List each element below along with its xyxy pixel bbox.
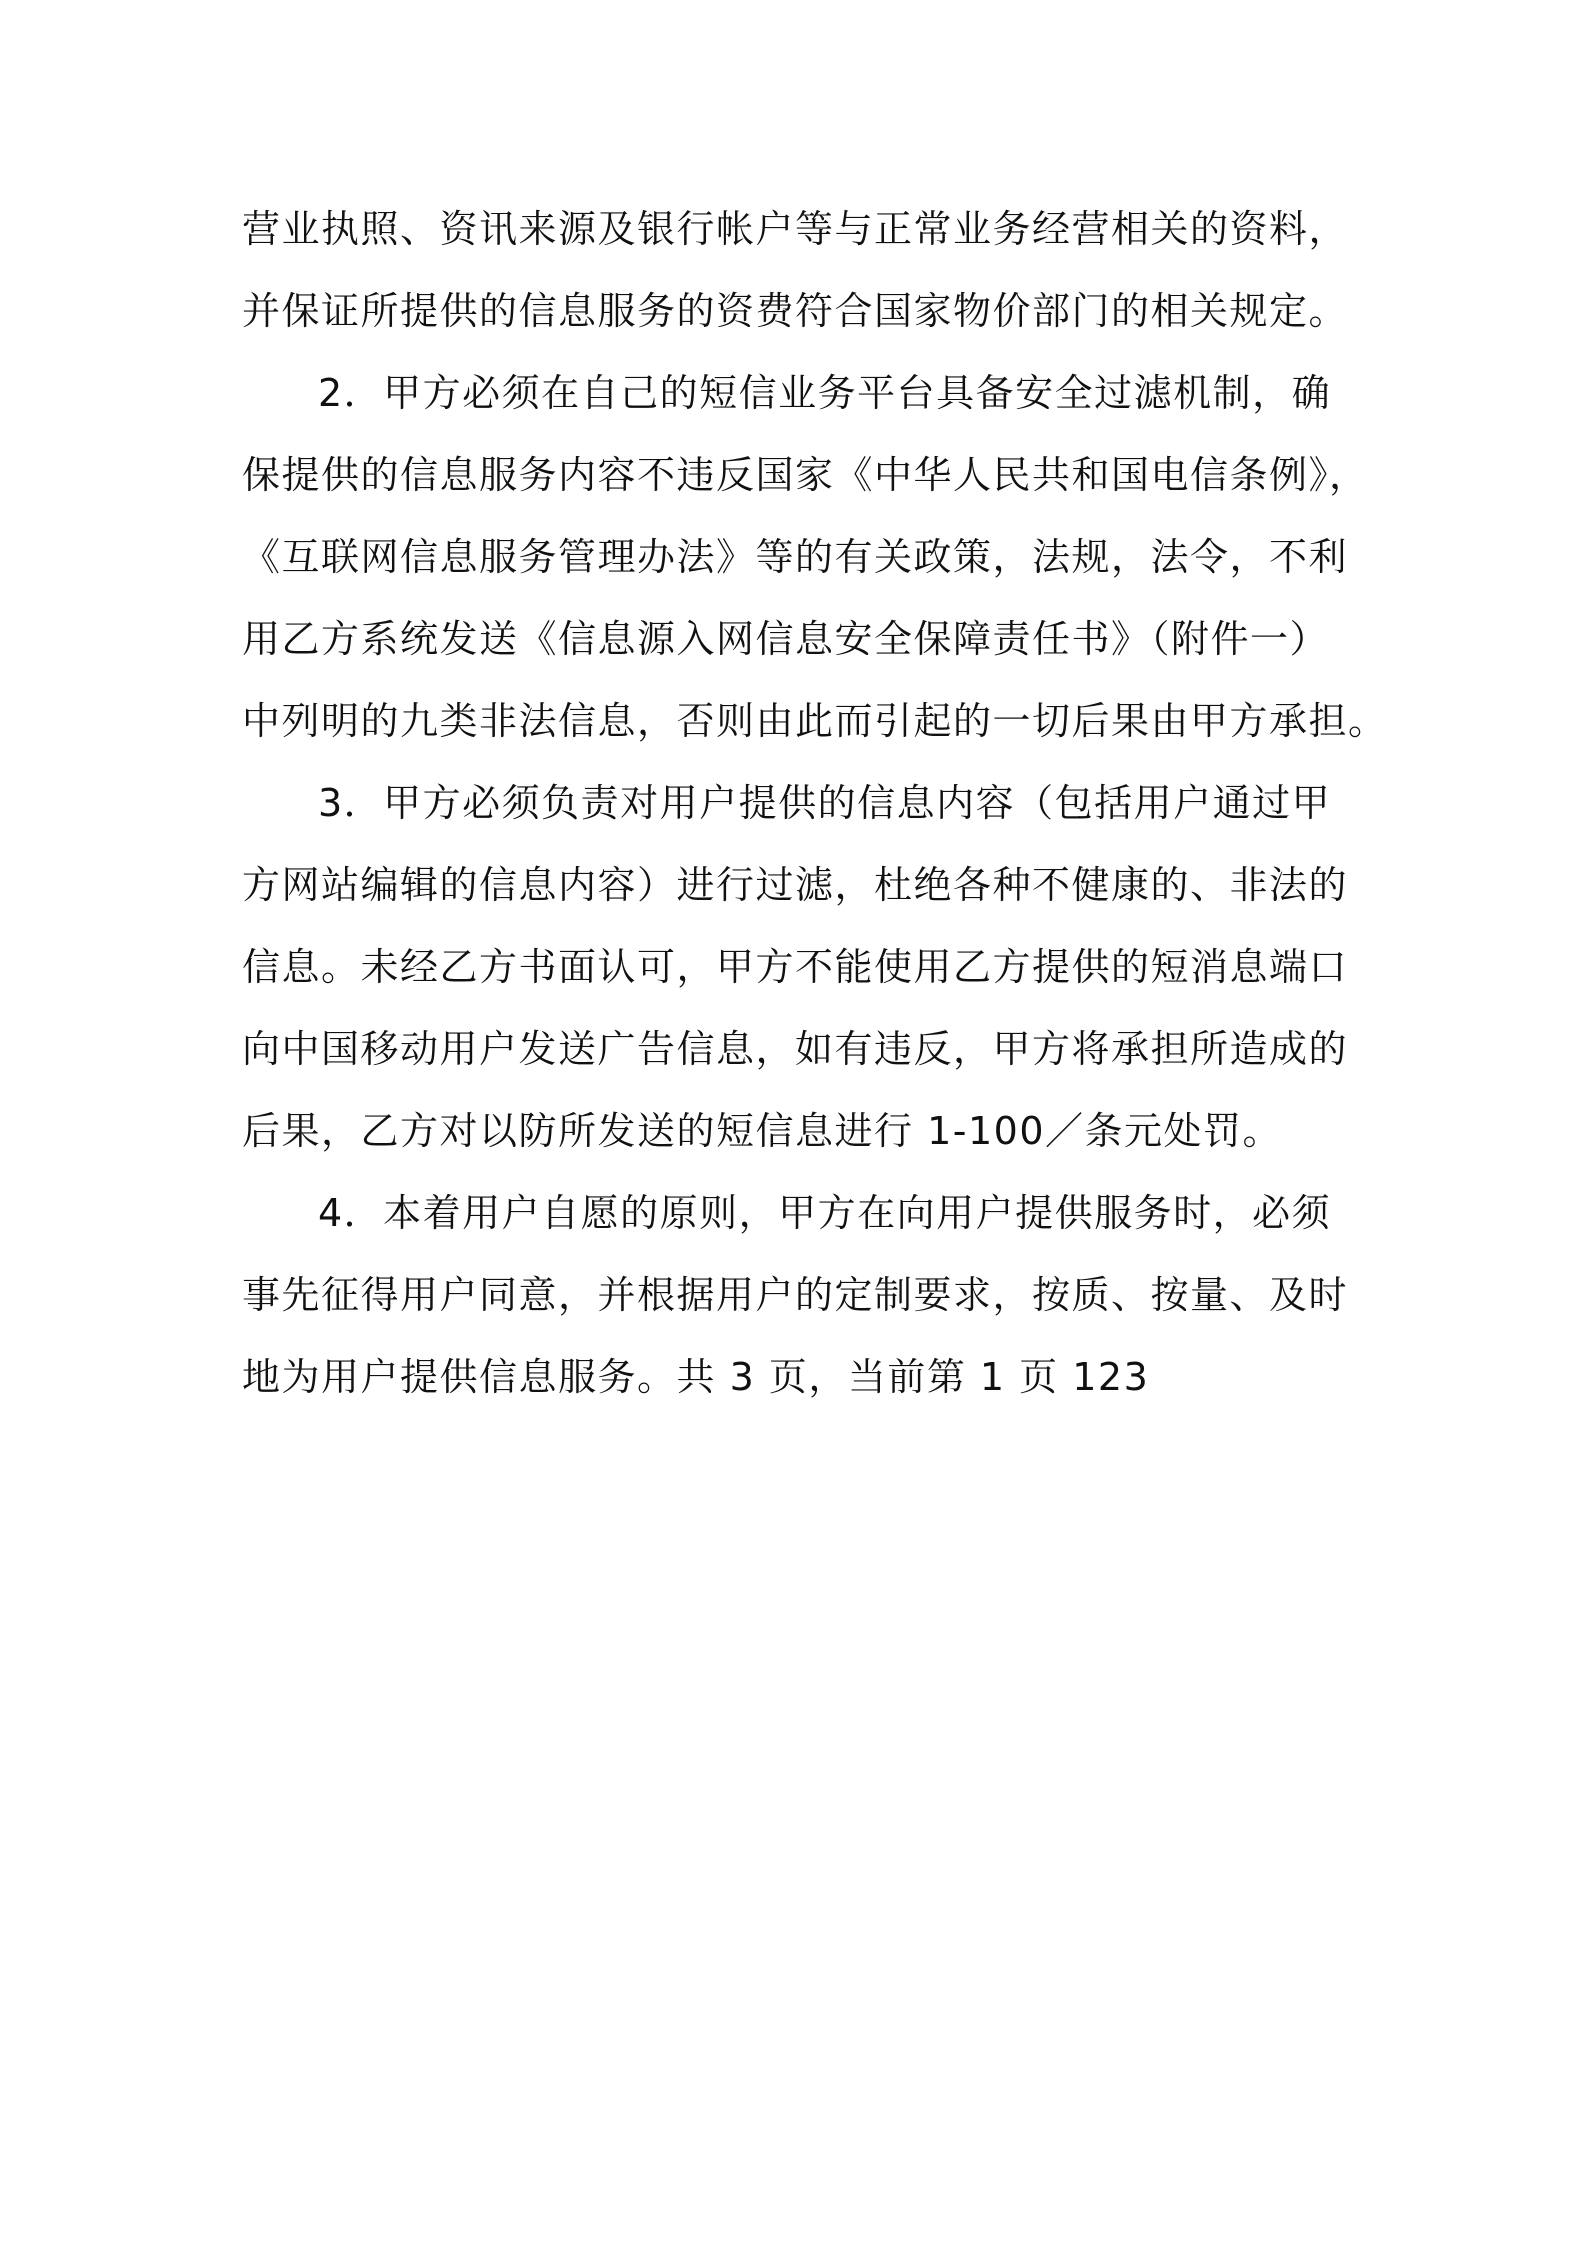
text-line-4: 保提供的信息服务内容不违反国家《中华人民共和国电信条例》，: [242, 453, 1369, 497]
text-line-11: 向中国移动用户发送广告信息，如有违反，甲方将承担所造成的: [242, 1027, 1349, 1071]
text-line-6: 用乙方系统发送《信息源入网信息安全保障责任书》（附件一）: [242, 617, 1330, 661]
text-line-13: 4．本着用户自愿的原则，甲方在向用户提供服务时，必须: [318, 1191, 1332, 1235]
text-line-12: 后果，乙方对以防所发送的短信息进行 1-100／条元处罚。: [242, 1109, 1283, 1153]
text-line-10: 信息。未经乙方书面认可，甲方不能使用乙方提供的短消息端口: [242, 945, 1349, 989]
text-line-7: 中列明的九类非法信息，否则由此而引起的一切后果由甲方承担。: [242, 699, 1388, 743]
text-line-2: 并保证所提供的信息服务的资费符合国家物价部门的相关规定。: [242, 289, 1349, 333]
text-line-8: 3．甲方必须负责对用户提供的信息内容（包括用户通过甲: [318, 781, 1332, 825]
text-line-9: 方网站编辑的信息内容）进行过滤，杜绝各种不健康的、非法的: [242, 863, 1349, 907]
text-line-3: 2．甲方必须在自己的短信业务平台具备安全过滤机制，确: [318, 371, 1332, 415]
text-line-14: 事先征得用户同意，并根据用户的定制要求，按质、按量、及时: [242, 1273, 1349, 1317]
text-line-15: 地为用户提供信息服务。共 3 页，当前第 1 页 123: [242, 1355, 1150, 1399]
text-line-1: 营业执照、资讯来源及银行帐户等与正常业务经营相关的资料，: [242, 207, 1349, 251]
text-line-5: 《互联网信息服务管理办法》等的有关政策，法规，法令，不利: [242, 535, 1349, 579]
